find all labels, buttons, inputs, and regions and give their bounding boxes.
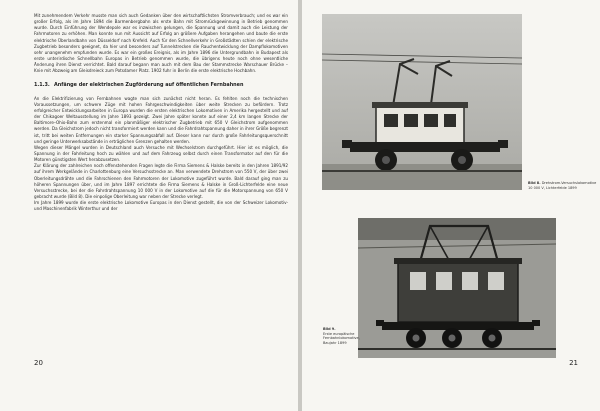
section-body-text	[34, 96, 288, 213]
photo-test-locomotive	[322, 14, 522, 190]
paragraph: Im Jahre 1899 wurde die erste elektrische Lokomotive Europas in den Dienst gestellt, die von der Schweizer Lokomotiv- und Maschinenfabrik Winterthur und der	[34, 200, 288, 212]
intro-text	[34, 13, 288, 75]
paragraph: Mit zunehmendem Verkehr musste man sich auch Gedanken über den wirtschaftlichsten Stromverbrauch; und es war ein großer Erfolg, als im Jahre 1894 die Barmenbergbahn als erste Bahn mit Stromrückgewinnung in Betrieb genommen wurde. Durch Einführung der Wendepole war es inzwischen gelungen, die Spannung und damit auch die Leistung der Fahrmotoren zu erhöhen. Man konnte nun mit Aussicht auf Erfolg an größere Aufgaben herangehen und baute die erste elektrische Überlandbahn von Düsseldorf nach Krefeld. Auch für den Schnellverkehr in Großstädten schien der elektrische Zugbetrieb besonders geeignet, da hier und besonders auf Tunnelstrecken die Rauchentwicklung der Dampflokomotiven sehr unangenehm empfunden wurde. Es war ein großes Ereignis, als im Jahre 1896 die Untergrundbahn in Budapest als erste unterirdische Schnellbahn Europas in Betrieb genommen wurde, die übrigens heute noch ohne wesentliche Änderung ihren Dienst verrichtet. Bald darauf begann man auch mit dem Bau der Stammstrecke Warschauer Brücke – Knie mit Abzweig am Gleisdreieck zum Potsdamer Platz. 1902 fuhr in Berlin die erste elektrische Hochbahn.	[34, 13, 288, 74]
section-number: 1.1.3.	[34, 81, 50, 88]
section-title: Anfänge der elektrischen Zugförderung auf öffentlichen Fernbahnen	[54, 81, 244, 88]
caption-figure-9-label: Bild 9.	[323, 327, 336, 331]
caption-figure-8	[528, 181, 598, 190]
caption-figure-9-text: Erste europäische Fernbahnlokomotive, Baujahr 1899	[323, 331, 360, 345]
paragraph: Zur Klärung der zahlreichen noch offenstehenden Fragen legte die Firma Siemens & Halske bereits in den Jahren 1891/92 auf ihrem Werkgelände in Charlottenburg eine Versuchsstrecke an. Man verwendete Drehstrom von 550 V, der über zwei Oberleitungsdrähte und die Fahrschienen den Fahrmotoren der Lokomotive zugeführt wurde. Bald darauf ging man zu höheren Spannungen über, und im Jahre 1897 errichtete die Firma Siemens & Halske in Groß-Lichterfelde eine neue Versuchsstrecke, bei der die Fahrdrahtspannung 10 000 V in der Lokomotive auf die für die Motorspannung von 650 V gebracht wurde (Bild 8). Die einpolige Oberleitung war neben der Strecke verlegt.	[34, 163, 288, 200]
page-number-right: 21	[569, 359, 578, 367]
paragraph: Wegen dieser Mängel wurden in Deutschland auch Versuche mit Wechselstrom durchgeführt. Hier ist es möglich, die Spannung in der Fahrleitung hoch zu wählen und auf dem Fahrzeug selbst durch einen Transformator auf den für die Motoren günstigsten Wert herabzusetzen.	[34, 144, 288, 163]
caption-figure-9	[323, 327, 360, 345]
caption-figure-8-text: Drehstrom-Versuchslokomotive 10 000 V, Lichterfelde 1899	[528, 181, 597, 190]
left-page	[0, 0, 298, 411]
caption-figure-8-label: Bild 8.	[528, 181, 541, 185]
right-page	[302, 0, 600, 411]
page-number-left: 20	[34, 359, 43, 367]
photo-first-mainline-locomotive	[358, 218, 556, 358]
paragraph: An die Elektrifizierung von Fernbahnen wagte man sich zunächst nicht heran. Es fehlten noch die technischen Voraussetzungen, um schwere Züge mit hohen Fahrgeschwindigkeiten über weite Strecken zu befördern. Trotz erfolgreicher Entwicklungsarbeiten in Europa wurden die ersten elektrischen Lokomotiven in Amerika hergestellt und auf der Chikagoer Weltausstellung im Jahre 1893 gezeigt. Zwei Jahre später konnte auf einer 2,4 km langen Strecke der Baltimore–Ohio-Bahn zum erstenmal ein planmäßiger elektrischer Zugbetrieb mit 650 V Gleichstrom aufgenommen werden. Da Gleichstrom jedoch nicht transformiert werden kann und die Fahrdrahtspannung daher in ihrer Größe begrenzt ist, tritt bei weiten Entfernungen ein starker Spannungsabfall auf. Dieser kann nur durch große Fahrleitungsquerschnitt und geringe Unterwerksabstände in erträglichen Grenzen gehalten werden.	[34, 95, 288, 144]
section-heading	[34, 82, 288, 89]
